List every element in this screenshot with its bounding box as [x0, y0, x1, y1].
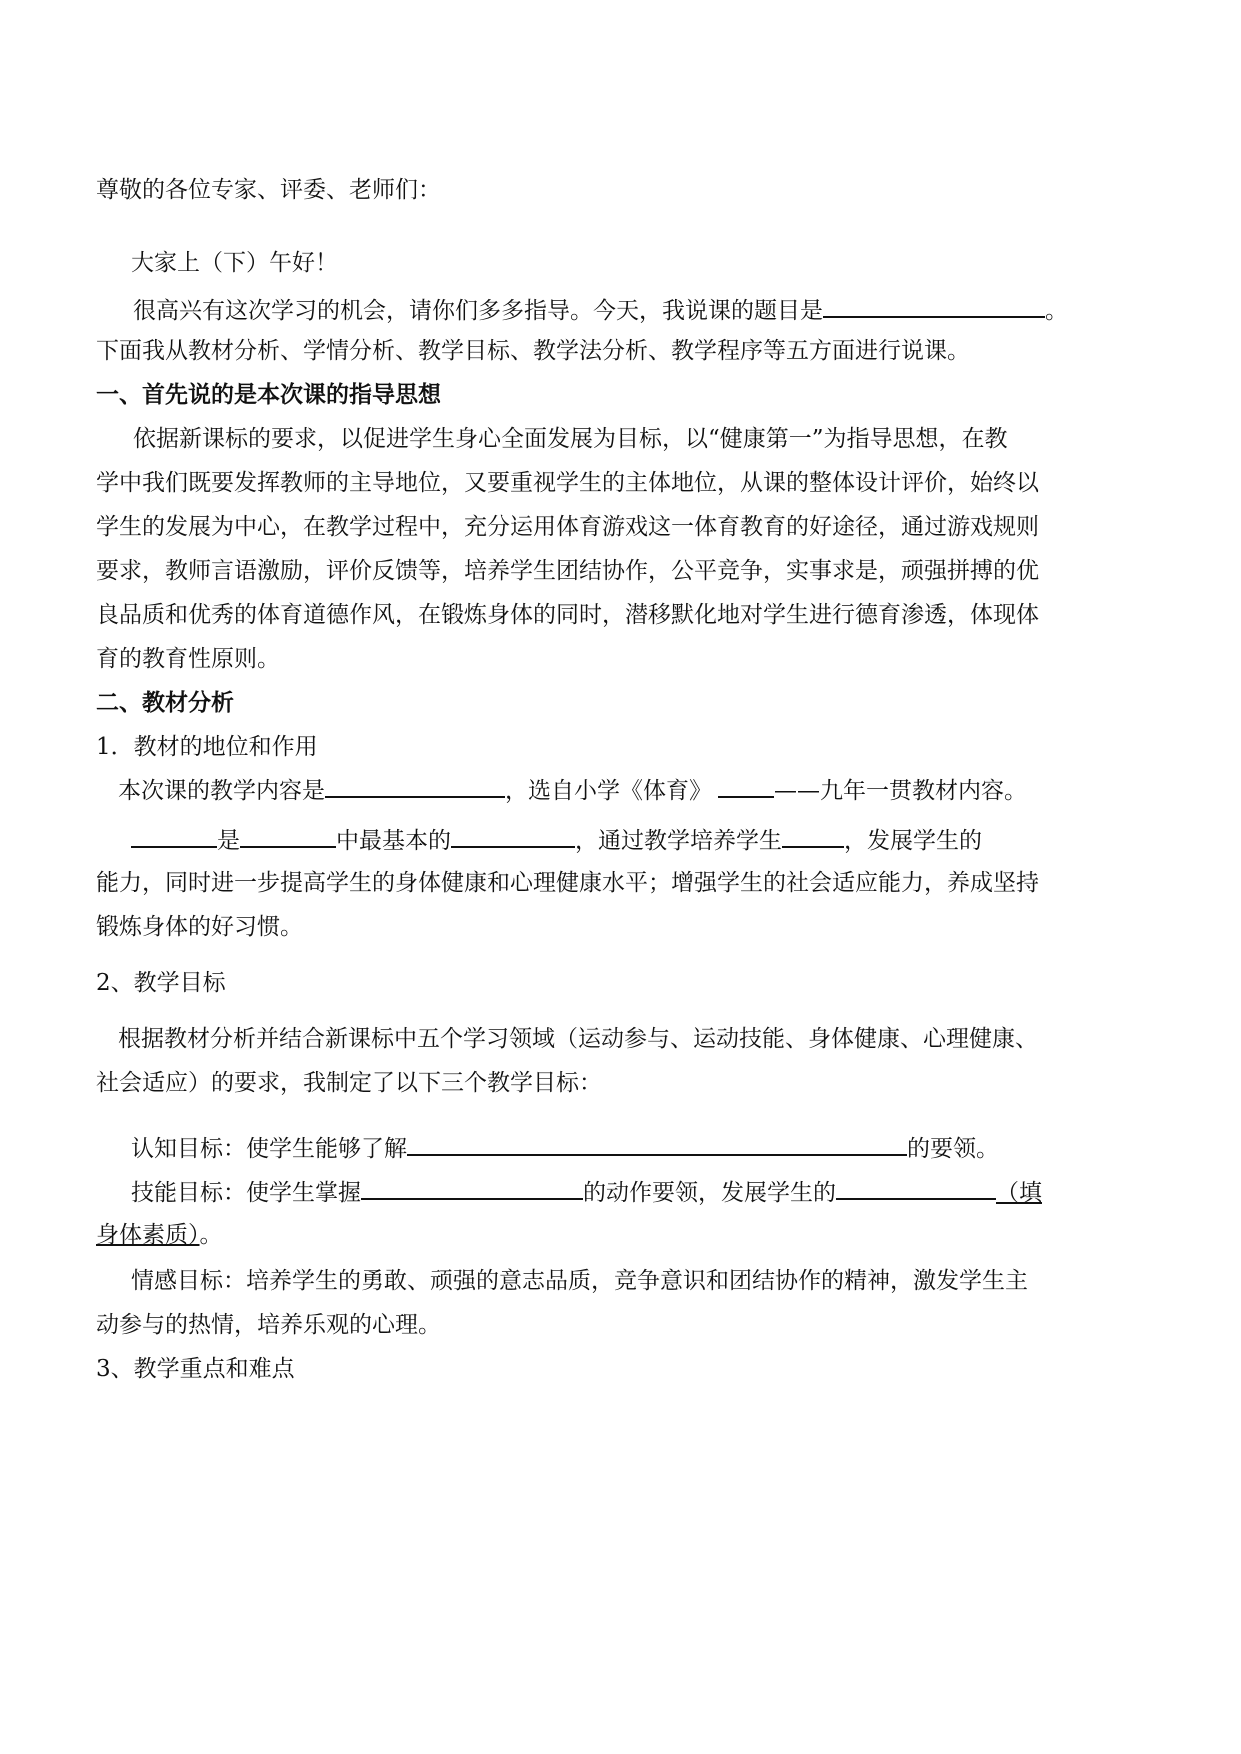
intro-line-1	[133, 296, 1193, 326]
role-blank-1	[131, 826, 217, 848]
grade-blank	[718, 776, 774, 798]
skill-text-a: 技能目标：使学生掌握	[131, 1180, 361, 1206]
content-text-c: ——九年一贯教材内容。	[774, 778, 1027, 804]
cognitive-text-a: 认知目标：使学生能够了解	[131, 1136, 407, 1162]
role-line-2: 能力，同时进一步提高学生的身体健康和心理健康水平；增强学生的社会适应能力，养成坚持	[96, 870, 1039, 896]
skill-text-c: （填	[996, 1180, 1042, 1206]
section1-line: 要求，教师言语激励，评价反馈等，培养学生团结协作，公平竞争，实事求是，顽强拼搏的优	[96, 558, 1039, 584]
intro-text: 很高兴有这次学习的机会，请你们多多指导。今天，我说课的题目是	[133, 298, 823, 324]
role-line-3: 锻炼身体的好习惯。	[96, 914, 303, 940]
section1-line: 依据新课标的要求，以促进学生身心全面发展为目标，以“健康第一”为指导思想，在教	[133, 426, 1008, 452]
emotion-goal-2: 动参与的热情，培养乐观的心理。	[96, 1312, 441, 1338]
hello-line: 大家上（下）午好！	[131, 250, 338, 276]
role-blank-2	[240, 826, 336, 848]
role-text-c: ，通过教学培养学生	[575, 828, 782, 854]
role-text-d: ，发展学生的	[844, 828, 982, 854]
content-line	[118, 776, 1178, 806]
role-text-a: 是	[217, 828, 240, 854]
topic-blank	[823, 296, 1045, 318]
content-text-a: 本次课的教学内容是	[118, 778, 325, 804]
sub1-title: 1．教材的地位和作用	[96, 734, 318, 760]
content-text-b: ，选自小学《体育》	[505, 778, 712, 804]
section1-line: 学生的发展为中心，在教学过程中，充分运用体育游戏这一体育教育的好途径，通过游戏规则	[96, 514, 1039, 540]
section1-line: 良品质和优秀的体育道德作风，在锻炼身体的同时，潜移默化地对学生进行德育渗透，体现体	[96, 602, 1039, 628]
sub2-title: 2、教学目标	[96, 970, 226, 996]
skill-goal-line-2	[96, 1220, 1156, 1250]
skill-goal	[131, 1178, 1191, 1208]
greeting: 尊敬的各位专家、评委、老师们：	[96, 177, 441, 203]
cognitive-text-b: 的要领。	[907, 1136, 999, 1162]
section2-heading: 二、教材分析	[96, 689, 234, 716]
skill-line2-end: 。	[199, 1222, 223, 1248]
section1-line: 学中我们既要发挥教师的主导地位，又要重视学生的主体地位，从课的整体设计评价，始终以	[96, 470, 1039, 496]
sub3-title: 3、教学重点和难点	[96, 1356, 295, 1382]
role-blank-4	[782, 826, 844, 848]
goals-intro-1: 根据教材分析并结合新课标中五个学习领域（运动参与、运动技能、身体健康、心理健康、	[118, 1026, 1038, 1052]
section1-line: 育的教育性原则。	[96, 646, 280, 672]
intro-line-2: 下面我从教材分析、学情分析、教学目标、教学法分析、教学程序等五方面进行说课。	[96, 338, 970, 364]
goals-intro-2: 社会适应）的要求，我制定了以下三个教学目标：	[96, 1070, 602, 1096]
skill-line2-text: 身体素质）	[96, 1222, 200, 1248]
cognitive-goal	[131, 1134, 1191, 1164]
role-blank-3	[451, 826, 575, 848]
skill-text-b: 的动作要领，发展学生的	[583, 1180, 836, 1206]
content-blank	[325, 776, 505, 798]
section1-heading: 一、首先说的是本次课的指导思想	[96, 381, 441, 408]
skill-blank-2	[836, 1178, 996, 1200]
role-line-1	[131, 826, 1191, 856]
intro-end: 。	[1045, 298, 1068, 324]
cognitive-blank	[407, 1134, 907, 1156]
skill-blank-1	[361, 1178, 583, 1200]
emotion-goal-1: 情感目标：培养学生的勇敢、顽强的意志品质，竞争意识和团结协作的精神，激发学生主	[131, 1268, 1028, 1294]
role-text-b: 中最基本的	[336, 828, 451, 854]
